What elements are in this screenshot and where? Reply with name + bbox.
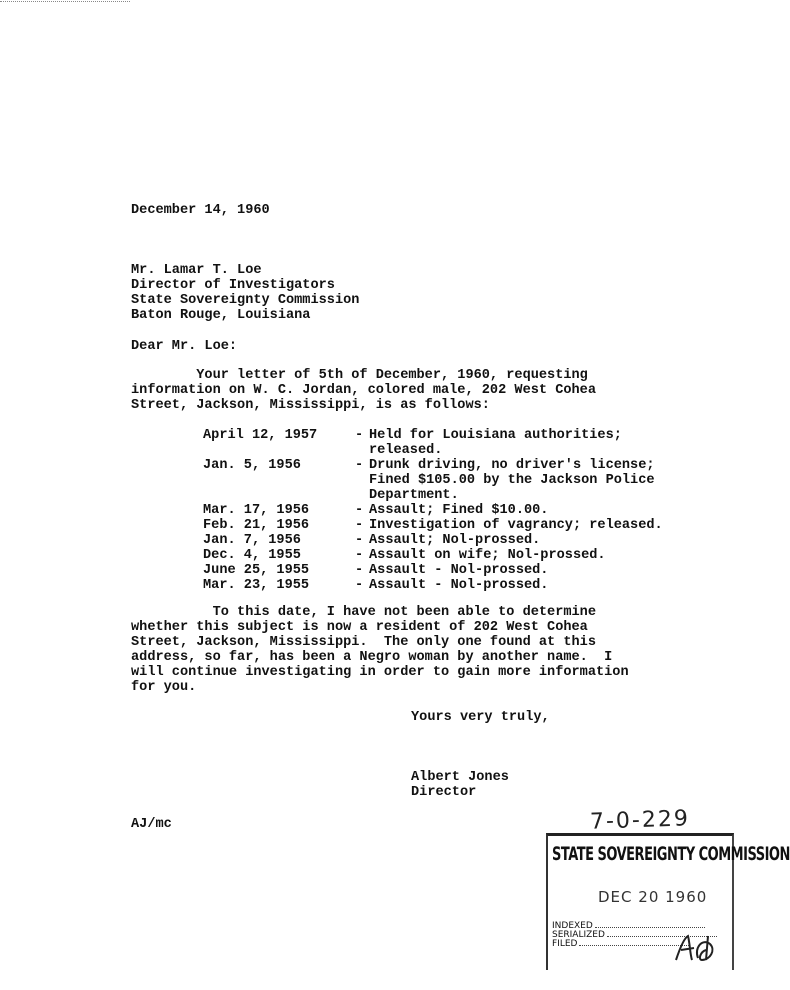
record-date: April 12, 1957 <box>203 428 318 443</box>
record-date: June 25, 1955 <box>203 563 310 578</box>
record-row: June 25, 1955 - Assault - Nol-prossed. <box>203 563 663 578</box>
record-text: Assault on wife; Nol-prossed. <box>369 548 606 563</box>
closing-paragraph <box>131 605 629 695</box>
record-text: Drunk driving, no driver's license; Fined $105.00 by the Jackson Police Department. <box>369 458 655 503</box>
record-text: Held for Louisiana authorities; released. <box>369 428 622 458</box>
closing-line: address, so far, has been a Negro woman by another name. I <box>131 650 613 665</box>
record-row: Jan. 7, 1956 - Assault; Nol-prossed. <box>203 533 663 548</box>
intro-paragraph <box>131 368 596 413</box>
record-date: Mar. 23, 1955 <box>203 578 310 593</box>
record-date: Mar. 17, 1956 <box>203 503 310 518</box>
stamp-line-filed: FILED <box>552 940 717 949</box>
record-text: Assault; Fined $10.00. <box>369 503 549 518</box>
record-date: Dec. 4, 1955 <box>203 548 301 563</box>
closing-line: To this date, I have not been able to determine <box>131 605 596 620</box>
signer-name: Albert Jones <box>411 770 509 785</box>
stamp-date: DEC 20 1960 <box>598 888 708 906</box>
stamp-line-indexed: INDEXED <box>552 922 717 931</box>
handwritten-file-number: 7-0-229 <box>589 806 691 835</box>
record-row: Mar. 23, 1955 - Assault - Nol-prossed. <box>203 578 663 593</box>
closing-line: for you. <box>131 680 197 695</box>
record-row: Mar. 17, 1956 - Assault; Fined $10.00. <box>203 503 663 518</box>
reference-initials: AJ/mc <box>131 817 172 832</box>
intro-line: Your letter of 5th of December, 1960, requesting <box>131 368 588 383</box>
recipient-line: Director of Investigators <box>131 278 335 293</box>
closing-line: whether this subject is now a resident of 202 West Cohea <box>131 620 588 635</box>
record-row: Dec. 4, 1955 - Assault on wife; Nol-prossed. <box>203 548 663 563</box>
record-date: Jan. 7, 1956 <box>203 533 301 548</box>
handwritten-initials-signature <box>672 930 722 966</box>
closing-line: will continue investigating in order to gain more information <box>131 665 629 680</box>
record-text: Assault - Nol-prossed. <box>369 578 549 593</box>
top-dotted-rule <box>0 1 130 2</box>
record-text: Assault; Nol-prossed. <box>369 533 541 548</box>
recipient-line: State Sovereignty Commission <box>131 293 360 308</box>
record-text: Assault - Nol-prossed. <box>369 563 549 578</box>
recipient-address <box>131 263 359 323</box>
salutation: Dear Mr. Loe: <box>131 339 238 354</box>
complimentary-close: Yours very truly, <box>411 710 550 725</box>
intro-line: information on W. C. Jordan, colored male, 202 West Cohea <box>131 383 596 398</box>
record-date: Jan. 5, 1956 <box>203 458 301 473</box>
record-date: Feb. 21, 1956 <box>203 518 310 533</box>
closing-line: Street, Jackson, Mississippi. The only one found at this <box>131 635 596 650</box>
intro-line: Street, Jackson, Mississippi, is as follows: <box>131 398 490 413</box>
signer-title: Director <box>411 785 477 800</box>
stamp-line-serialized: SERIALIZED <box>552 931 717 940</box>
record-row: Feb. 21, 1956 - Investigation of vagrancy; released. <box>203 518 663 533</box>
arrest-record-list <box>203 428 663 593</box>
stamp-title: STATE SOVEREIGNTY COMMISSION <box>552 844 790 866</box>
record-row: April 12, 1957 - Held for Louisiana authorities; released. <box>203 428 663 458</box>
recipient-line: Mr. Lamar T. Loe <box>131 263 262 278</box>
recipient-line: Baton Rouge, Louisiana <box>131 308 311 323</box>
letter-date: December 14, 1960 <box>131 203 270 218</box>
record-row: Jan. 5, 1956 - Drunk driving, no driver's license; Fined $105.00 by the Jackson Police Department. <box>203 458 663 503</box>
record-text: Investigation of vagrancy; released. <box>369 518 663 533</box>
